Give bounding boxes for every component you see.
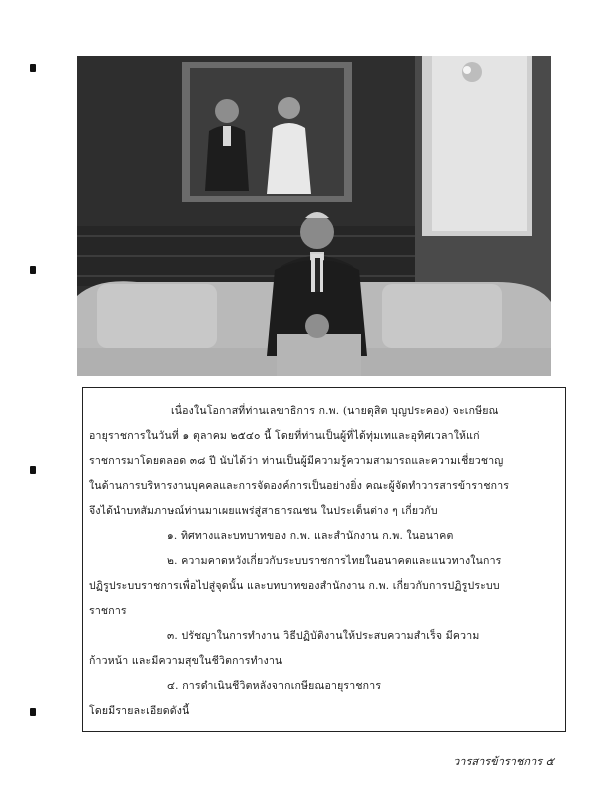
interview-intro-box	[82, 387, 566, 732]
body-line: อายุราชการในวันที่ ๑ ตุลาคม ๒๕๔๐ นี้ โดยที่ท่านเป็นผู้ที่ได้ทุ่มเทและอุทิศเวลาให้แก่	[89, 430, 480, 442]
portrait-photo-icon	[77, 56, 551, 376]
body-line: ราชการมาโดยตลอด ๓๘ ปี นับได้ว่า ท่านเป็นผู้มีความรู้ความสามารถและความเชี่ยวชาญ	[89, 455, 504, 467]
list-item-1: ๑. ทิศทางและบทบาทของ ก.พ. และสำนักงาน ก.พ. ในอนาคต	[167, 530, 454, 542]
margin-bullet	[30, 708, 36, 716]
body-line: จึงได้นำบทสัมภาษณ์ท่านมาเผยแพร่สู่สาธารณชน ในประเด็นต่าง ๆ เกี่ยวกับ	[89, 505, 438, 517]
list-item-3: ๓. ปรัชญาในการทำงาน วิธีปฏิบัติงานให้ประสบความสำเร็จ มีความ	[167, 630, 480, 642]
list-item-4: ๔. การดำเนินชีวิตหลังจากเกษียณอายุราชการ	[167, 680, 382, 692]
body-line: ก้าวหน้า และมีความสุขในชีวิตการทำงาน	[89, 655, 283, 667]
body-line: ปฏิรูประบบราชการเพื่อไปสู่จุดนั้น และบทบาทของสำนักงาน ก.พ. เกี่ยวกับการปฏิรูประบบ	[89, 580, 500, 592]
body-line: ราชการ	[89, 605, 127, 617]
margin-bullet	[30, 64, 36, 72]
page-footer: วารสารข้าราชการ ๕	[453, 755, 554, 768]
body-line: โดยมีรายละเอียดดังนี้	[89, 705, 190, 717]
interview-photo	[77, 56, 551, 376]
margin-bullet	[30, 466, 36, 474]
list-item-2: ๒. ความคาดหวังเกี่ยวกับระบบราชการไทยในอนาคตและแนวทางในการ	[167, 555, 502, 567]
body-line: ในด้านการบริหารงานบุคคลและการจัดองค์การเป็นอย่างยิ่ง คณะผู้จัดทำวารสารข้าราชการ	[89, 480, 510, 492]
body-line: เนื่องในโอกาสที่ท่านเลขาธิการ ก.พ. (นายดุสิต บุญประคอง) จะเกษียณ	[171, 405, 499, 417]
margin-bullet	[30, 266, 36, 274]
